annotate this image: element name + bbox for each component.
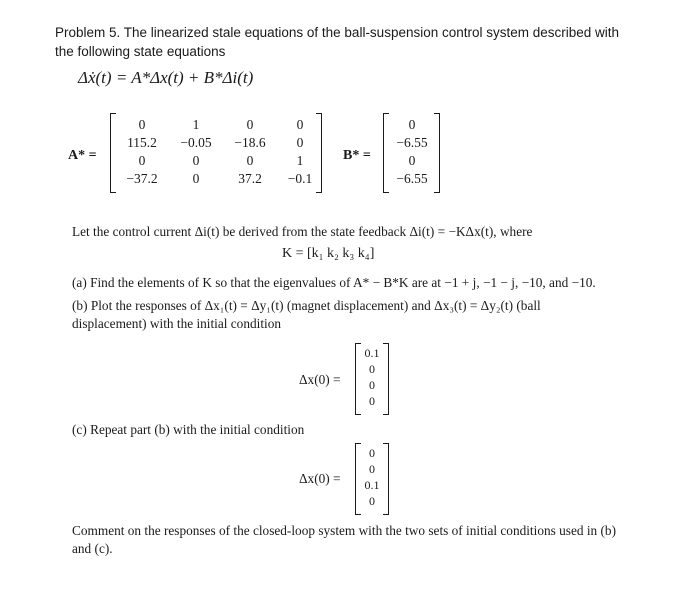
matrix-b-right-bracket — [434, 113, 440, 193]
comment-line-1: Comment on the responses of the closed-loop system with the two sets of initial conditions used in (b) — [72, 523, 616, 538]
matrix-a-row — [115, 170, 323, 188]
matrix-a-cell: 0 — [246, 117, 254, 132]
matrix-a-cell: 0 — [138, 117, 146, 132]
intro-line-2: the following state equations — [55, 44, 226, 59]
matrix-a-cell: 0 — [246, 153, 254, 168]
matrix-a-cell: −0.05 — [180, 135, 212, 150]
ic2-value: 0.1 — [364, 478, 380, 492]
ic1-vector — [359, 345, 385, 409]
matrix-b-row — [388, 134, 436, 152]
matrix-a-row — [115, 134, 323, 152]
intro-line-1: Problem 5. The linearized stale equations of the ball-suspension control system described with — [55, 25, 620, 40]
matrix-a-label: A* = — [68, 148, 97, 163]
matrix-a-cell: 0 — [296, 135, 304, 150]
ic2-value: 0 — [369, 462, 375, 476]
ic1-value: 0.1 — [364, 346, 380, 360]
matrix-b-row — [388, 116, 436, 134]
matrix-a-row — [115, 116, 323, 134]
problem-intro — [55, 23, 655, 61]
comment — [72, 522, 682, 558]
part-b-line-2: displacement) with the initial condition — [72, 316, 282, 331]
ic1-right-bracket — [383, 343, 389, 415]
matrix-a-cell: 115.2 — [127, 135, 157, 150]
part-b-line-1: (b) Plot the responses of Δx₁(t) = Δy₁(t) (magnet displacement) and Δx₃(t) = Δy₂(t) (ball — [72, 298, 541, 313]
matrix-b-cell: −6.55 — [396, 171, 428, 186]
matrix-a-cell: 0 — [138, 153, 146, 168]
matrix-b-cell: 0 — [408, 117, 416, 132]
ic1-value: 0 — [369, 394, 375, 408]
matrix-a-cell: 1 — [296, 153, 304, 168]
matrix-a-cell: 0 — [192, 171, 200, 186]
ic2-right-bracket — [383, 443, 389, 515]
matrix-a-cell: 0 — [192, 153, 200, 168]
matrix-a-cell: 1 — [192, 117, 200, 132]
ic1-value: 0 — [369, 362, 375, 376]
matrix-b-row — [388, 170, 436, 188]
gain-vector-equation: K = [k₁ k₂ k₃ k₄] — [282, 246, 375, 261]
matrix-a-cell: −37.2 — [126, 171, 158, 186]
matrix-a-row — [115, 152, 323, 170]
ic2-vector — [359, 445, 385, 509]
matrix-b — [388, 116, 436, 188]
control-law-text: Let the control current Δi(t) be derived from the state feedback Δi(t) = −KΔx(t), where — [72, 224, 533, 239]
part-a: (a) Find the elements of K so that the eigenvalues of A* − B*K are at −1 + j, −1 − j, −10, and −10. — [72, 275, 596, 290]
matrix-a-cell: −18.6 — [234, 135, 266, 150]
matrix-b-row — [388, 152, 436, 170]
matrix-b-cell: −6.55 — [396, 135, 428, 150]
comment-line-2: and (c). — [72, 541, 113, 556]
matrix-a-cell: −0.1 — [287, 171, 313, 186]
part-c: (c) Repeat part (b) with the initial condition — [72, 422, 305, 437]
ic2-value: 0 — [369, 446, 375, 460]
matrix-a-cell: 0 — [296, 117, 304, 132]
matrix-a — [115, 116, 323, 188]
ic2-value: 0 — [369, 494, 375, 508]
part-b — [72, 297, 682, 333]
state-equation: Δẋ(t) = A*Δx(t) + B*Δi(t) — [78, 68, 254, 87]
ic2-label: Δx(0) = — [299, 471, 341, 486]
matrix-a-cell: 37.2 — [238, 171, 262, 186]
ic1-value: 0 — [369, 378, 375, 392]
matrix-a-right-bracket — [316, 113, 322, 193]
matrix-b-label: B* = — [343, 148, 371, 163]
ic1-label: Δx(0) = — [299, 372, 341, 387]
matrix-b-cell: 0 — [408, 153, 416, 168]
